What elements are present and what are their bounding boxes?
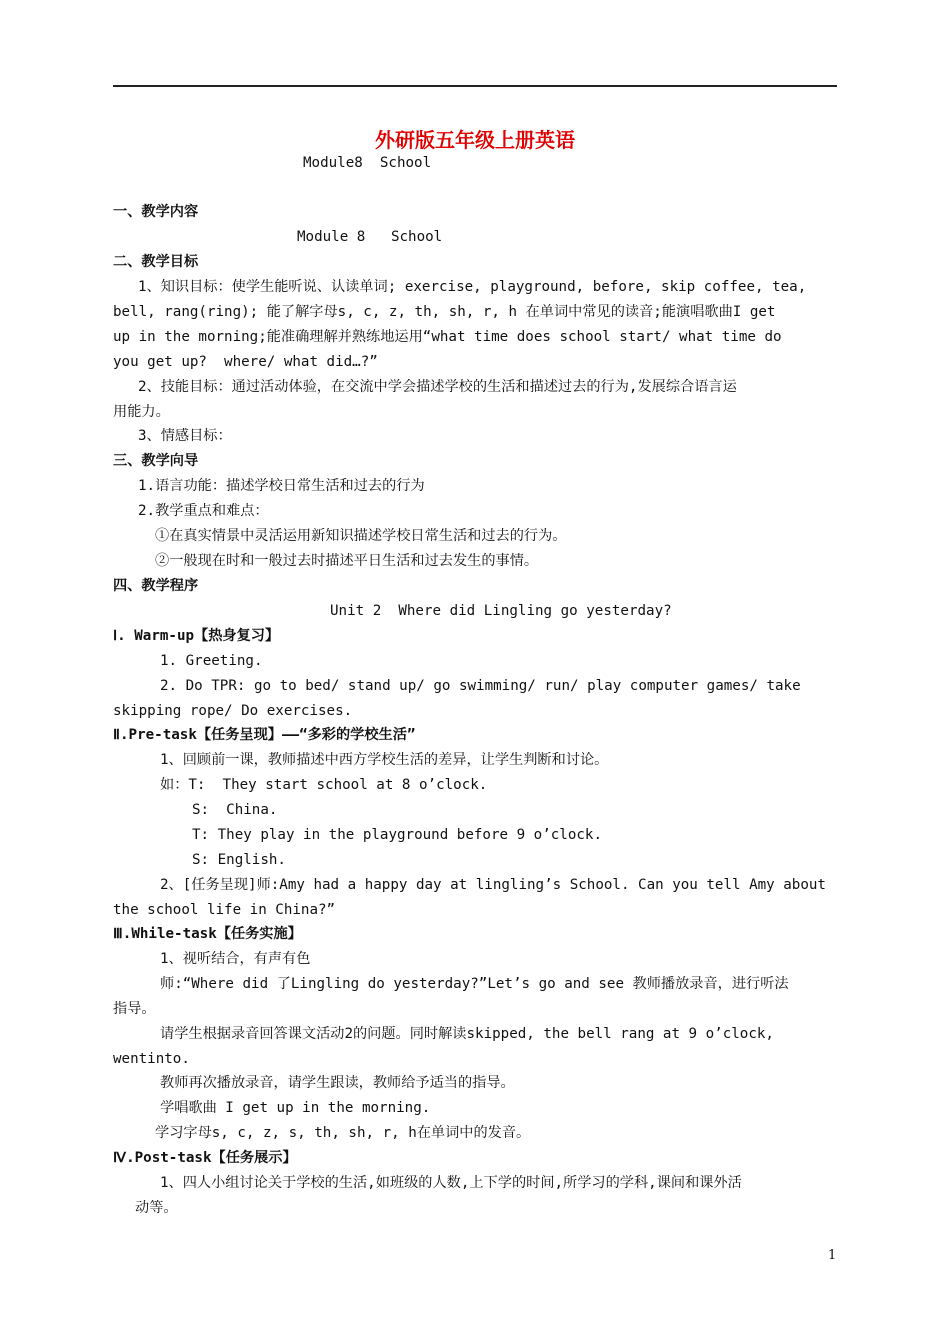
phase-heading-posttask: Ⅳ.Post-task【任务展示】: [113, 1150, 297, 1166]
warmup-item-1: 1. Greeting.: [160, 653, 263, 669]
goal-2-line-1: 2、技能目标：通过活动体验，在交流中学会描述学校的生活和描述过去的行为,发展综合语言运: [138, 379, 737, 395]
document-title: 外研版五年级上册英语: [375, 128, 575, 152]
goal-1-line-3: up in the morning;能准确理解并熟练地运用“what time does school start/ what time do: [113, 329, 782, 345]
section-heading-guide: 三、教学向导: [113, 453, 199, 469]
whiletask-text-2-line-2: wentinto.: [113, 1051, 190, 1067]
unit-title: Unit 2 Where did Lingling go yesterday?: [330, 603, 672, 619]
guide-item-1: 1.语言功能：描述学校日常生活和过去的行为: [138, 478, 425, 494]
phase-heading-whiletask: Ⅲ.While-task【任务实施】: [113, 926, 302, 942]
header-rule: [113, 85, 837, 87]
whiletask-text-5: 学习字母s, c, z, s, th, sh, r, h在单词中的发音。: [155, 1125, 531, 1141]
warmup-item-2-line-2: skipping rope/ Do exercises.: [113, 703, 353, 719]
goal-2-line-2: 用能力。: [113, 404, 170, 420]
guide-item-2: 2.教学重点和难点：: [138, 503, 269, 519]
dialogue-line-1: 如：T: They start school at 8 o’clock.: [160, 777, 488, 793]
posttask-item-1-line-2: 动等。: [135, 1200, 178, 1216]
whiletask-text-2-line-1: 请学生根据录音回答课文活动2的问题。同时解读skipped, the bell rang at 9 o’clock,: [160, 1026, 774, 1042]
section-heading-goals: 二、教学目标: [113, 254, 199, 270]
whiletask-text-1-line-2: 指导。: [113, 1001, 156, 1017]
page-number: 1: [828, 1248, 837, 1263]
goal-1-line-4: you get up? where/ what did…?”: [113, 354, 378, 370]
whiletask-text-4: 学唱歌曲 I get up in the morning.: [160, 1100, 431, 1116]
goal-1-line-1: 1、知识目标：使学生能听说、认读单词; exercise, playground, before, skip coffee, tea,: [138, 279, 807, 295]
module-title: Module 8 School: [297, 229, 443, 245]
phase-heading-warmup: Ⅰ. Warm-up【热身复习】: [113, 628, 280, 644]
pretask-item-2-line-1: 2、[任务呈现]师:Amy had a happy day at lingling’s School. Can you tell Amy about: [160, 877, 826, 893]
posttask-item-1-line-1: 1、四人小组讨论关于学校的生活,如班级的人数,上下学的时间,所学习的学科,课间和课外活: [160, 1175, 742, 1191]
whiletask-item-1: 1、视听结合，有声有色: [160, 951, 311, 967]
pretask-item-2-line-2: the school life in China?”: [113, 902, 336, 918]
guide-item-2b: ②一般现在时和一般过去时描述平日生活和过去发生的事情。: [155, 553, 539, 569]
dialogue-line-4: S: English.: [192, 852, 286, 868]
pretask-item-1: 1、回顾前一课，教师描述中西方学校生活的差异，让学生判断和讨论。: [160, 752, 609, 768]
phase-heading-pretask: Ⅱ.Pre-task【任务呈现】——“多彩的学校生活”: [113, 727, 416, 743]
section-heading-content: 一、教学内容: [113, 204, 199, 220]
document-subtitle: Module8 School: [303, 155, 432, 171]
dialogue-line-2: S: China.: [192, 802, 278, 818]
whiletask-text-1-line-1: 师:“Where did 了Lingling do yesterday?”Let’s go and see 教师播放录音，进行听法: [160, 976, 789, 992]
whiletask-text-3: 教师再次播放录音，请学生跟读，教师给予适当的指导。: [160, 1075, 515, 1091]
guide-item-2a: ①在真实情景中灵活运用新知识描述学校日常生活和过去的行为。: [155, 528, 567, 544]
dialogue-line-3: T: They play in the playground before 9 o’clock.: [192, 827, 602, 843]
goal-3: 3、情感目标：: [138, 428, 232, 444]
section-heading-procedure: 四、教学程序: [113, 578, 199, 594]
warmup-item-2-line-1: 2. Do TPR: go to bed/ stand up/ go swimming/ run/ play computer games/ take: [160, 678, 801, 694]
goal-1-line-2: bell, rang(ring); 能了解字母s, c, z, th, sh, r, h 在单词中常见的读音;能演唱歌曲I get: [113, 304, 776, 320]
